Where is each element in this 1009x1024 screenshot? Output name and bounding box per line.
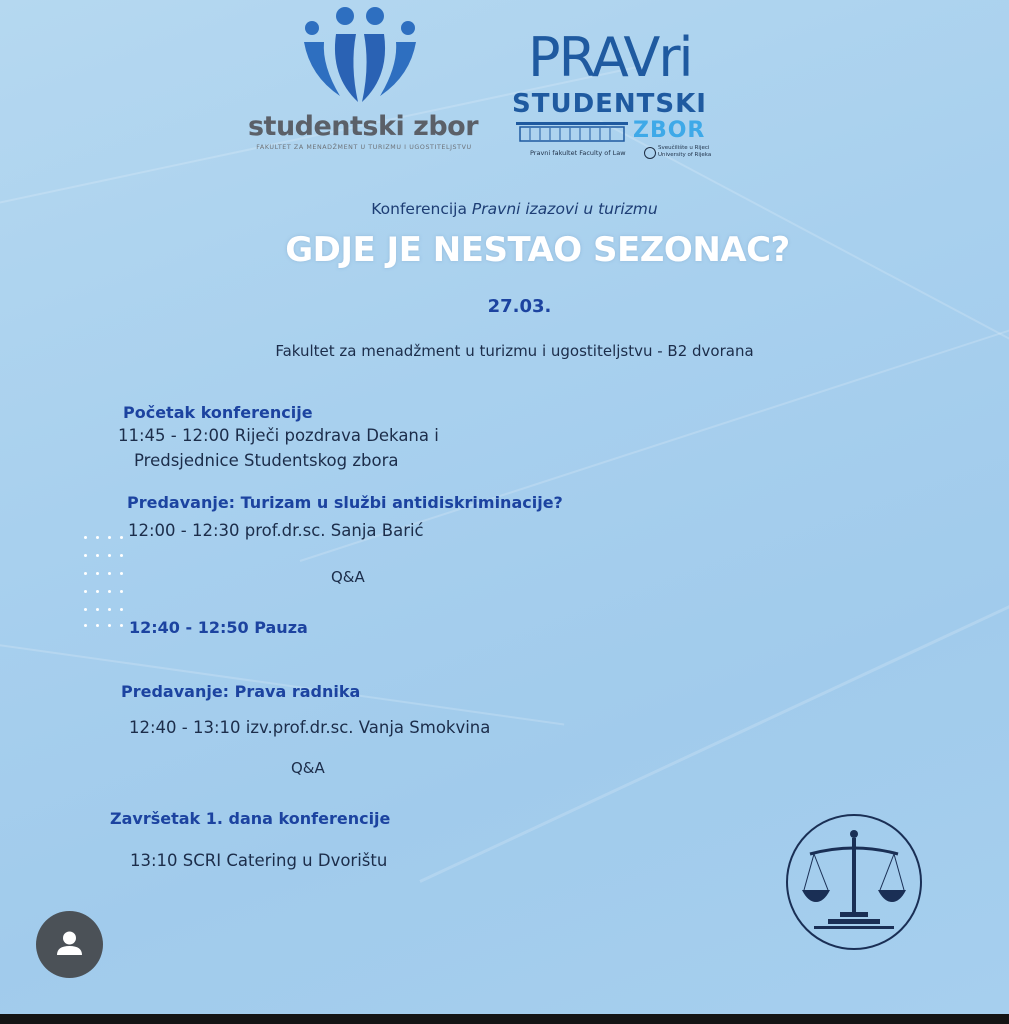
lecture2-heading: Predavanje: Prava radnika [121,682,361,701]
lecture2-line: 12:40 - 13:10 izv.prof.dr.sc. Vanja Smokvina [129,718,491,737]
qa-2: Q&A [291,759,325,777]
opening-line-1: 11:45 - 12:00 Riječi pozdrava Dekana i [118,426,439,445]
people-logo-icon [300,6,420,106]
university-seal-icon [644,147,656,159]
studentski-zbor-name: studentski zbor [247,111,479,142]
conference-name: Pravni izazovi u turizmu [471,200,658,218]
conference-prefix: Konferencija [371,200,472,218]
scales-of-justice-icon [784,812,924,952]
studentski-zbor-logo [238,6,488,156]
profile-button[interactable] [36,911,103,978]
page-title: GDJE JE NESTAO SEZONAC? [285,230,790,270]
lecture1-heading: Predavanje: Turizam u službi antidiskriminacije? [127,493,563,512]
pravri-university: Sveučilište u Rijeci University of Rijeka [658,145,712,158]
conference-line [10,200,1009,218]
pravri-wordmark: PRAVri [528,26,692,89]
studentski-zbor-subtitle: FAKULTET ZA MENADŽMENT U TURIZMU I UGOSTITELJSTVU [256,144,472,151]
pravri-faculty: Pravni fakultet Faculty of Law [530,149,626,157]
person-icon [36,911,103,978]
pravri-studentski: STUDENTSKI [512,89,707,119]
decorative-dots [84,536,124,628]
qa-1: Q&A [331,568,365,586]
pravri-logo [508,26,733,170]
lecture1-line: 12:00 - 12:30 prof.dr.sc. Sanja Barić [128,521,424,540]
opening-line-2: Predsjednice Studentskog zbora [134,451,399,470]
building-icon [516,118,628,144]
pause-line: 12:40 - 12:50 Pauza [129,618,308,637]
closing-line: 13:10 SCRI Catering u Dvorištu [130,851,388,870]
pravri-zbor: ZBOR [633,118,706,143]
opening-heading: Početak konferencije [123,403,313,422]
bottom-bar [0,1014,1009,1024]
event-date: 27.03. [487,296,552,317]
closing-heading: Završetak 1. dana konferencije [110,809,391,828]
event-venue: Fakultet za menadžment u turizmu i ugostiteljstvu - B2 dvorana [275,342,754,360]
